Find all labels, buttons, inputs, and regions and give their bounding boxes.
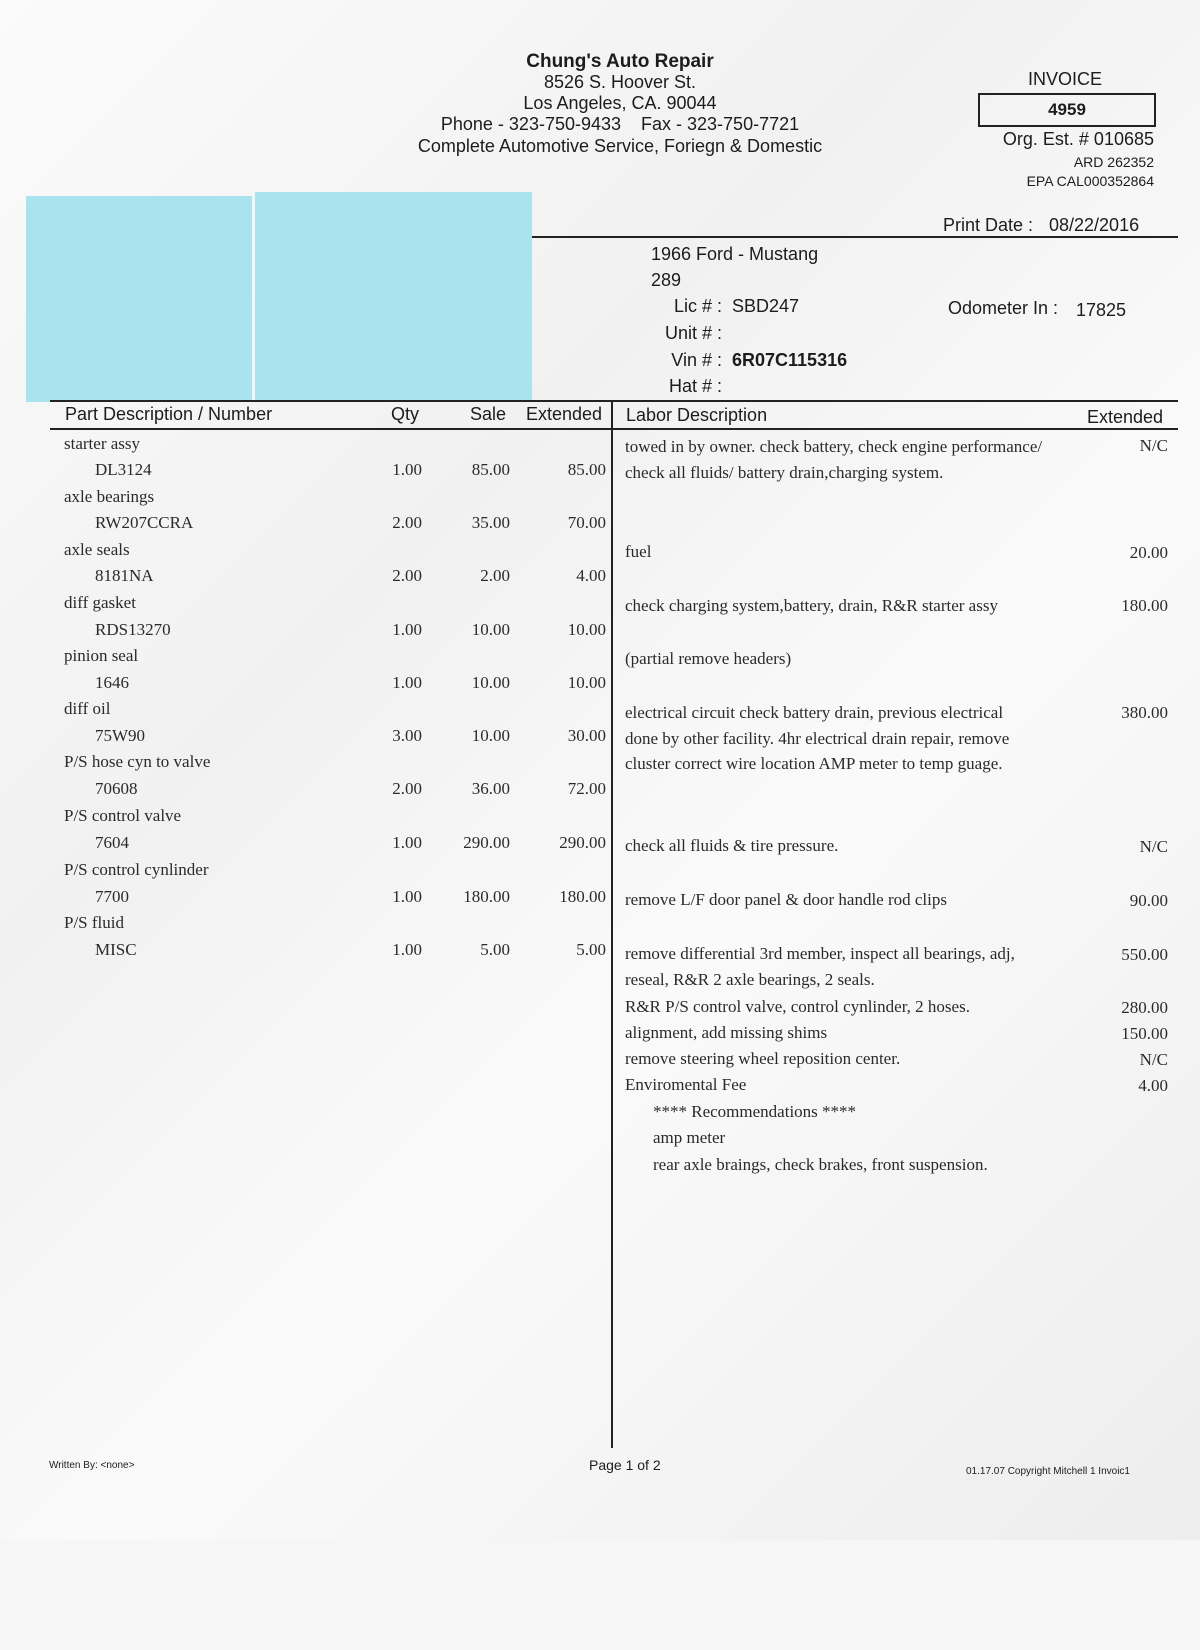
labor-extended: 90.00 [1129, 891, 1168, 910]
part-qty: 1.00 [392, 460, 422, 479]
part-number: DL3124 [95, 460, 152, 479]
part-qty: 1.00 [392, 620, 422, 639]
labor-description: R&R P/S control valve, control cynlinder, 2 hoses. [625, 997, 970, 1016]
unit-label: Unit # : [664, 323, 722, 343]
shop-address-line1: 8526 S. Hoover St. [543, 72, 697, 92]
labor-description: remove differential 3rd member, inspect all bearings, adj, reseal, R&R 2 axle bearings, 2 seals. [625, 944, 1015, 989]
labor-description: towed in by owner. check battery, check engine performance/ check all fluids/ battery drain,charging system. [625, 437, 1043, 482]
vin-label: Vin # : [671, 350, 722, 370]
print-date: 08/22/2016 [1049, 215, 1140, 235]
part-number: 7700 [95, 887, 129, 906]
part-qty: 3.00 [392, 726, 422, 745]
odometer-label: Odometer In : [948, 298, 1059, 318]
written-by: Written By: <none> [49, 1460, 135, 1471]
redacted-customer-info-left [26, 196, 252, 402]
labor-description: check charging system,battery, drain, R&R starter assy [625, 596, 998, 615]
part-qty: 2.00 [392, 513, 422, 532]
part-description: axle bearings [64, 487, 155, 506]
col-qty: Qty [391, 404, 420, 424]
labor-extended: 150.00 [1121, 1024, 1168, 1043]
part-qty: 1.00 [392, 673, 422, 692]
labor-extended: 20.00 [1129, 543, 1168, 562]
part-extended: 10.00 [567, 673, 606, 692]
part-sale: 85.00 [471, 460, 510, 479]
page-number: Page 1 of 2 [589, 1457, 661, 1473]
recommendation-item: rear axle braings, check brakes, front suspension. [653, 1155, 988, 1174]
part-qty: 1.00 [392, 940, 422, 959]
print-date-label: Print Date : [943, 215, 1034, 235]
labor-extended: 4.00 [1138, 1076, 1168, 1095]
part-number: 75W90 [95, 726, 146, 745]
part-extended: 5.00 [576, 940, 606, 959]
labor-description: (partial remove headers) [625, 649, 792, 668]
labor-extended: 180.00 [1121, 596, 1168, 615]
part-sale: 2.00 [480, 566, 510, 585]
center-divider [611, 400, 613, 1448]
part-description: diff gasket [64, 593, 136, 612]
odometer-value: 17825 [1076, 300, 1127, 320]
part-number: 7604 [95, 833, 129, 852]
labor-description: Enviromental Fee [625, 1075, 747, 1094]
part-description: P/S control cynlinder [64, 860, 209, 879]
shop-tagline: Complete Automotive Service, Foriegn & Domestic [417, 136, 823, 156]
labor-description: remove L/F door panel & door handle rod clips [625, 890, 947, 909]
vehicle-engine: 289 [651, 270, 682, 290]
labor-extended: N/C [1139, 436, 1168, 455]
part-qty: 1.00 [392, 887, 422, 906]
header-bottom-rule [50, 428, 1178, 430]
lic-value: SBD247 [732, 296, 800, 316]
invoice-number: 4959 [1048, 100, 1086, 119]
labor-extended: N/C [1139, 1050, 1168, 1069]
ard-number: ARD 262352 [1073, 154, 1154, 170]
part-extended: 30.00 [567, 726, 606, 745]
labor-description: fuel [625, 542, 652, 561]
part-description: diff oil [64, 699, 111, 718]
org-estimate-number: Org. Est. # 010685 [1002, 129, 1154, 149]
col-extended: Extended [526, 404, 603, 424]
labor-extended: 280.00 [1121, 998, 1168, 1017]
part-sale: 180.00 [463, 887, 510, 906]
part-extended: 70.00 [567, 513, 606, 532]
part-description: P/S control valve [64, 806, 182, 825]
part-sale: 10.00 [471, 726, 510, 745]
invoice-label: INVOICE [1028, 69, 1103, 89]
labor-description: electrical circuit check battery drain, previous electrical done by other facility. 4hr electrical drain repair, remove cluster correct wire location AMP meter to temp guage. [625, 703, 1010, 773]
labor-description: check all fluids & tire pressure. [625, 836, 839, 855]
recommendation-item: amp meter [653, 1128, 726, 1147]
shop-name: Chung's Auto Repair [526, 51, 714, 72]
labor-description: alignment, add missing shims [625, 1023, 828, 1042]
col-labor-description: Labor Description [626, 405, 768, 425]
part-sale: 35.00 [471, 513, 510, 532]
part-number: 70608 [95, 779, 138, 798]
part-extended: 72.00 [567, 779, 606, 798]
shop-address-line2: Los Angeles, CA. 90044 [523, 93, 717, 113]
part-qty: 2.00 [392, 566, 422, 585]
epa-number: EPA CAL000352864 [1026, 173, 1154, 189]
labor-description: remove steering wheel reposition center. [625, 1049, 901, 1068]
part-extended: 290.00 [559, 833, 606, 852]
part-description: P/S hose cyn to valve [64, 752, 211, 771]
part-sale: 36.00 [471, 779, 510, 798]
part-sale: 5.00 [480, 940, 510, 959]
part-extended: 10.00 [567, 620, 606, 639]
part-extended: 4.00 [576, 566, 606, 585]
vin-value: 6R07C115316 [732, 350, 848, 370]
part-qty: 2.00 [392, 779, 422, 798]
part-extended: 85.00 [567, 460, 606, 479]
col-labor-extended: Extended [1087, 407, 1164, 427]
part-description: pinion seal [64, 646, 139, 665]
labor-extended: 550.00 [1121, 945, 1168, 964]
col-part-description: Part Description / Number [65, 404, 273, 424]
part-sale: 290.00 [463, 833, 510, 852]
part-sale: 10.00 [471, 620, 510, 639]
part-description: starter assy [64, 434, 141, 453]
vehicle-top-rule [532, 236, 1178, 238]
labor-extended: 380.00 [1121, 703, 1168, 722]
part-number: 8181NA [95, 566, 154, 585]
part-extended: 180.00 [559, 887, 606, 906]
lic-label: Lic # : [673, 296, 722, 316]
header-top-rule [50, 400, 1178, 402]
labor-extended: N/C [1139, 837, 1168, 856]
part-number: RDS13270 [95, 620, 171, 639]
vehicle-model: 1966 Ford - Mustang [651, 244, 819, 264]
shop-phone-fax: Phone - 323-750-9433 Fax - 323-750-7721 [440, 114, 800, 134]
part-sale: 10.00 [471, 673, 510, 692]
part-qty: 1.00 [392, 833, 422, 852]
part-description: axle seals [64, 540, 130, 559]
col-sale: Sale [470, 404, 507, 424]
copyright: 01.17.07 Copyright Mitchell 1 Invoic1 [966, 1466, 1130, 1477]
recommendations-title: **** Recommendations **** [653, 1102, 857, 1121]
hat-label: Hat # : [668, 376, 722, 396]
part-number: MISC [95, 940, 137, 959]
part-number: RW207CCRA [95, 513, 194, 532]
part-number: 1646 [95, 673, 129, 692]
part-description: P/S fluid [64, 913, 124, 932]
redacted-customer-info-right [255, 192, 532, 402]
